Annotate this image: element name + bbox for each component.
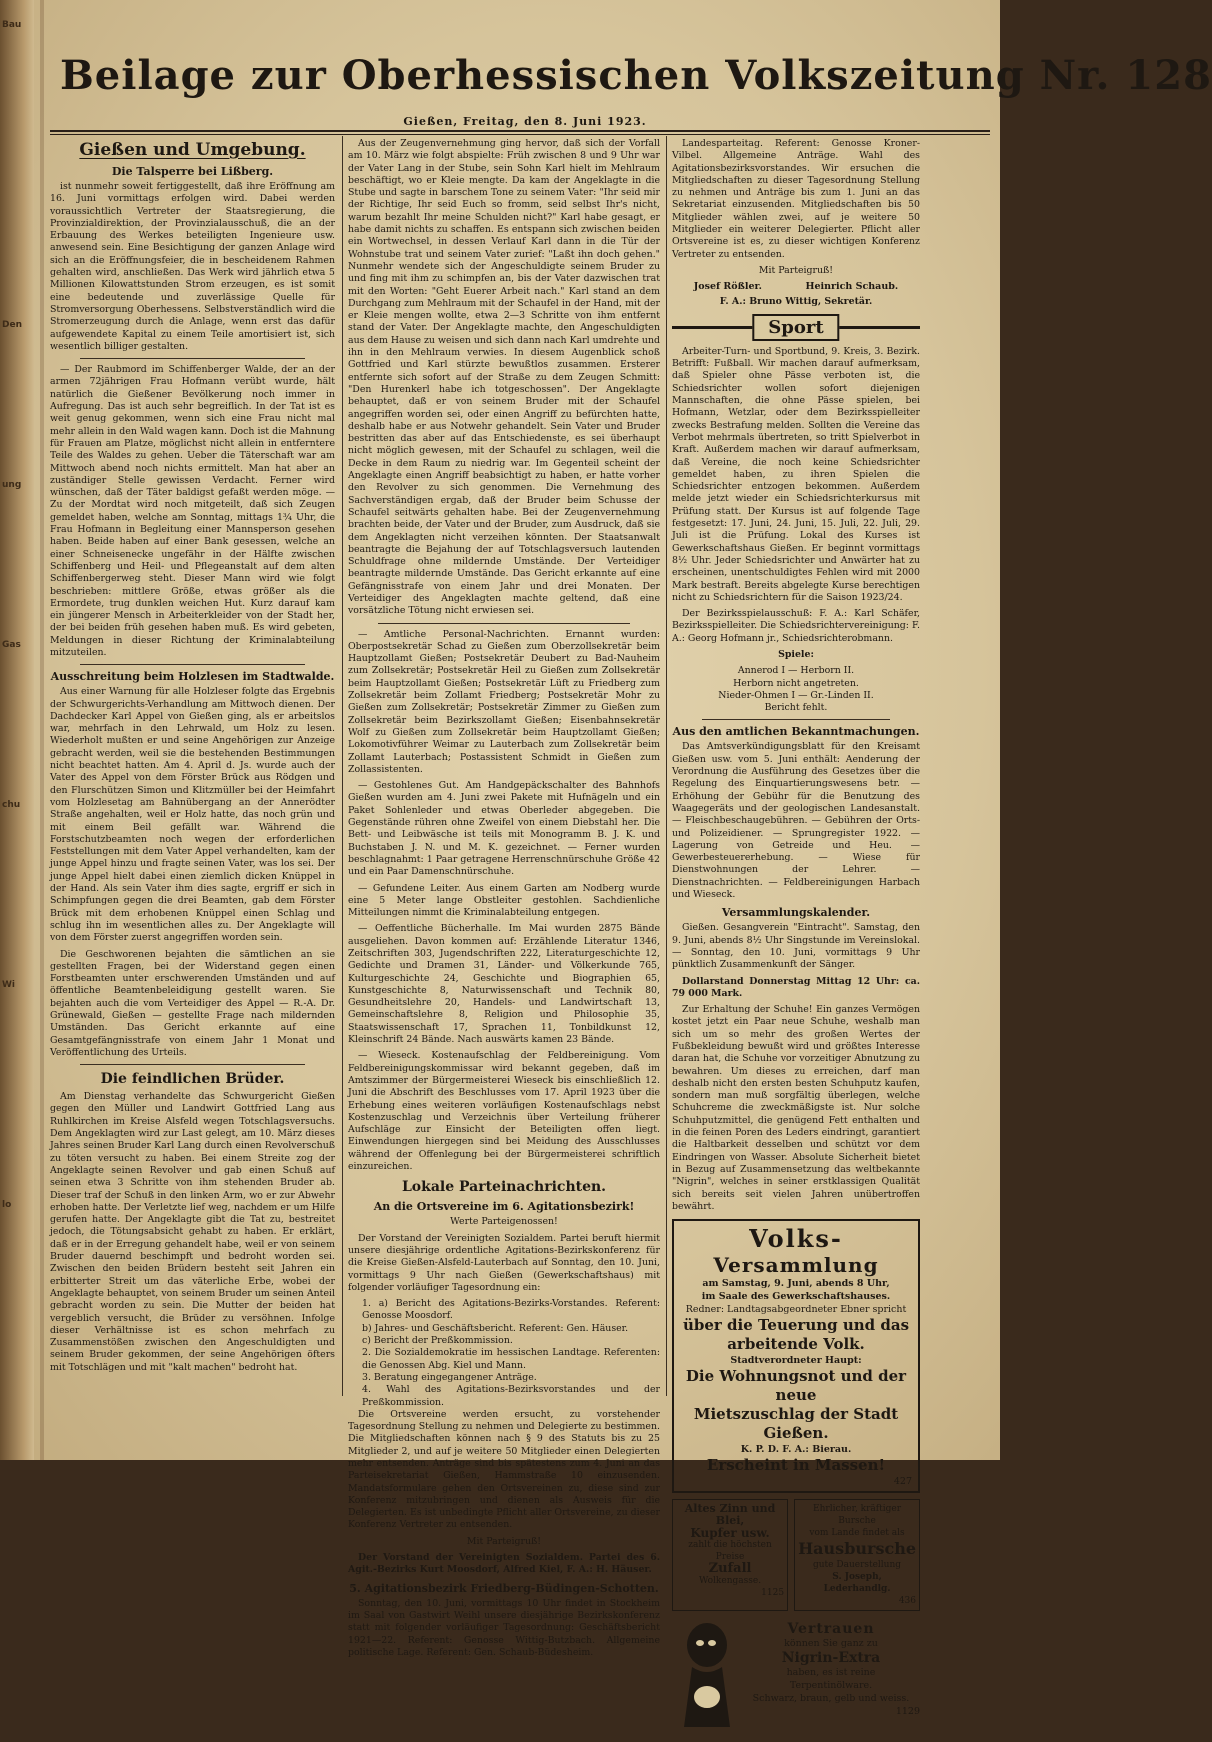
- ad-line: S. Joseph, Lederhandlg.: [823, 1572, 891, 1595]
- signature: Heinrich Schaub.: [805, 281, 899, 293]
- ad-line: Stadtverordneter Haupt:: [730, 1355, 862, 1367]
- ad-line: gute Dauerstellung: [813, 1560, 902, 1571]
- column-1: [50, 138, 335, 1400]
- spine-fragment: ung: [2, 480, 22, 490]
- column-3: [672, 138, 920, 1718]
- article-text: — Oeffentliche Bücherhalle. Im Mai wurden 2875 Bände ausgeliehen. Davon kommen auf: Erzählende Literatur 1346, Zeitschriften 303, Jugendschriften 222, Literaturgeschichte 12, Gedichte und Dramen 31, Länder- und Völkerkunde 765, Kulturgeschichte 24, Geschichte und Biographien 65, Kunstgeschichte 8, Naturwissenschaft und Technik 80, Gesundheitslehre 20, Handels- und Landwirtschaft 13, Gemeinschaftslehre 8, Religion und Philosophie 35, Staatswissenschaft 17, Sprachen 11, Tonbildkunst 12, Kleinschrift 24 Bände. Nach auswärts kamen 23 Bände.: [348, 923, 660, 1046]
- spine-fragment: Wi: [2, 980, 16, 990]
- page-edge-shadow: [40, 0, 44, 1460]
- ad-line: Redner: Landtagsabgeordneter Ebner spricht: [685, 1304, 907, 1316]
- ad-line: am Samstag, 9. Juni, abends 8 Uhr,: [702, 1278, 890, 1290]
- ad-number: 1129: [895, 1706, 920, 1718]
- section-title: Lokale Parteinachrichten.: [401, 1179, 607, 1196]
- agenda-item: 1. a) Bericht des Agitations-Bezirks-Vorstandes. Referent: Genosse Moosdorf.: [362, 1298, 660, 1322]
- article-text: Aus der Zeugenvernehmung ging hervor, daß sich der Vorfall am 10. März wie folgt abspielte: Früh zwischen 8 und 9 Uhr war der Vater Lang in der Stube, sein Sohn Karl hielt im Mehlraum beschäftigt, wo er Kleie mengte. Da kam der Angeklagte in die Stube und sagte in barschem Tone zu seinem Vater: "Ihr seid mir der Richtige, Ihr seid Euch so fromm, seid selbst Ihr's nicht, warum bezahlt Ihr meine Schulden nicht?" Karl habe gesagt, er habe damit nichts zu schaffen. Es entspann sich zwischen beiden ein Wortwechsel, in dessen Verlauf Karl dann in die Tür der Wohnstube trat und seinem Vater zurief: "Laßt ihn doch gehen." Nunmehr wendete sich der Angeschuldigte seinem Bruder zu und fing mit ihm zu schimpfen an, bis der Vater dazwischen trat mit den Worten: "Geht Euerer Arbeit nach." Karl stand an dem Durchgang zum Mehlraum mit der Schaufel in der Hand, mit der er Kleie mengen wollte, etwa 2—3 Schritte von ihm entfernt stand der Vater. Der Angeklagte machte, den Angeschuldigten aus dem Hause zu weisen und sich dann nach Karl umdrehte und ihn in den Mehlraum verwies. In diesem Augenblick schoß Gottfried und Karl stürzte bewußtlos zusammen. Ersterer entfernte sich sofort auf der Straße zu dem Zeugen Schmitt: "Den Hurenkerl habe ich totgeschossen". Der Angeklagte behauptet, daß er von seinem Bruder mit der Schaufel angegriffen worden sei, oder einen Angriff zu befürchten hatte, deshalb habe er aus Notwehr gehandelt. Sein Vater und Bruder bestritten das aber auf das Entschiedenste, es sei überhaupt nicht möglich gewesen, mit der Schaufel zu schlagen, weil die Decke in dem Raum zu niedrig war. Im Gegenteil scheint der Angeklagte einen Angriff beabsichtigt zu haben, er hatte vorher den Revolver zu sich genommen. Die Vernehmung des Sachverständigen ergab, daß der Bruder beim Schusse der Schaufel seitwärts gehalten habe. Bei der Zeugenvernehmung brachten beide, der Vater und der Bruder, zum Ausdruck, daß sie dem Angeklagten nicht verzeihen könnten. Der Staatsanwalt beantragte die Bejahung der auf Totschlagsversuch lautenden Schuldfrage ohne mildernde Umstände. Der Verteidiger beantragte mildernde Umstände. Das Gericht erkannte auf eine Gefängnisstrafe von einem Jahr und drei Monaten. Der Verteidiger des Angeklagten machte geltend, daß eine vorsätzliche Tötung nicht erwiesen sei.: [348, 138, 660, 617]
- ad-line: Kupfer usw.: [690, 1526, 770, 1541]
- article-text: Zur Erhaltung der Schuhe! Ein ganzes Vermögen kostet jetzt ein Paar neue Schuhe, weshalb man sich um so mehr des großen Wertes der Fußbekleidung bewußt wird und größtes Interesse daran hat, die Schuhe vor vorzeitiger Abnutzung zu bewahren. Um dieses zu erreichen, darf man deshalb nicht den ersten besten Schuhputz kaufen, sondern man muß sorgfältig überlegen, welche Schuhcreme die zweckmäßigste ist. Nur solche Schuhputzmittel, die genügend Fett enthalten und in die feinen Poren des Leders eindringt, garantiert die Haltbarkeit desselben und schützt vor dem Eindringen von Wasser. Absolute Sicherheit bietet in Bezug auf Zusammensetzung das weltbekannte "Nigrin", welches in seiner erstklassigen Qualität sich bereits seit vielen Jahren unübertroffen bewährt.: [672, 1004, 920, 1212]
- sport-title: Sport: [752, 314, 839, 341]
- nigrin-product: Nigrin-Extra: [781, 1650, 881, 1667]
- ad-line: zahlt die höchsten Preise: [688, 1540, 772, 1563]
- ad-line: K. P. D. F. A.: Bierau.: [740, 1444, 852, 1456]
- ad-topic: Erscheint in Massen!: [706, 1456, 886, 1475]
- games-list: [672, 665, 920, 714]
- party-greeting: Werte Parteigenossen!: [450, 1216, 558, 1228]
- ad-number: 436: [898, 1596, 916, 1607]
- article-title: Die Talsperre bei Lißberg.: [111, 165, 274, 178]
- party-subtitle: 5. Agitationsbezirk Friedberg-Büdingen-Schotten.: [349, 1581, 659, 1595]
- column-separator: [342, 136, 343, 1396]
- ad-topic: arbeitende Volk.: [727, 1335, 865, 1354]
- article-text: Landesparteitag. Referent: Genosse Kroner-Vilbel. Allgemeine Anträge. Wahl des Agitationsbezirksvorstandes. Wir ersuchen die Mitgliedschaften zu dieser Tagesordnung Stellung zu nehmen und Anträge bis zum 1. Juni an das Sekretariat einzusenden. Mitgliedschaften bis 50 Mitglieder wählen zwei, auf je weitere 50 Mitglieder ein weiterer Delegierter. Pflicht aller Ortsvereine ist es, zu dieser wichtigen Konferenz Vertreter zu entsenden.: [672, 138, 920, 260]
- closing: Mit Parteigruß!: [758, 264, 834, 276]
- ad-volksversammlung: [672, 1219, 920, 1493]
- section-title: Aus den amtlichen Bekanntmachungen.: [672, 725, 920, 739]
- signature: Josef Rößler.: [693, 281, 762, 293]
- party-signature: Der Vorstand der Vereinigten Sozialdem. Partei des 6. Agit.-Bezirks Kurt Moosdorf, Alfred Kiel, F. A.: H. Häuser.: [348, 1552, 660, 1576]
- ad-zinn: [672, 1499, 788, 1611]
- party-closing: Mit Parteigruß!: [466, 1535, 542, 1547]
- ad-line: Zufall: [708, 1561, 752, 1577]
- masthead-title: Beilage zur Oberhessischen Volkszeitung Nr. 128: [60, 52, 1212, 99]
- ad-line: Altes Zinn und Blei,: [684, 1502, 776, 1528]
- column-separator: [666, 136, 667, 1396]
- signature: F. A.: Bruno Wittig, Sekretär.: [719, 295, 873, 307]
- section-title: Gießen und Umgebung.: [79, 140, 306, 160]
- article-text: Am Dienstag verhandelte das Schwurgericht Gießen gegen den Müller und Landwirt Gottfried Lang aus Ruhlkirchen im Kreise Alsfeld wegen Totschlagsversuchs. Dem Angeklagten wird zur Last gelegt, am 10. März dieses Jahres seinen Bruder Karl Lang durch einen Revolverschuß zu töten versucht zu haben. Bei einem Streite zog der Angeklagte seinen Revolver und gab einen Schuß auf seinen etwa 3 Schritte von ihm stehenden Bruder ab. Dieser traf der Schuß in den linken Arm, wo er zur Abwehr erhoben hatte. Der Verletzte lief weg, nachdem er um Hilfe gerufen hatte. Der Angeklagte gibt die Tat zu, bestreitet jedoch, die Tötungsabsicht gehabt zu haben. Er erklärt, daß er in der Erregung gehandelt habe, weil er von seinem Bruder dauernd beschimpft und bedroht worden sei. Zwischen den beiden Brüdern besteht seit Jahren ein erbitterter Streit um das väterliche Erbe, wobei der Angeklagte behauptet, von seinem Bruder um seinen Anteil gebracht worden zu sein. Die Mutter der beiden hat vergeblich versucht, die Brüder zu versöhnen. Infolge dieser Verhältnisse ist es schon mehrfach zu Zusammenstößen zwischen den Angeschuldigten und seinem Bruder gekommen, der seine Angehörigen öfters mit Totschlägen und mit "kalt machen" bedroht hat.: [50, 1091, 335, 1373]
- signatures: [672, 281, 920, 293]
- nigrin-text: [742, 1621, 920, 1718]
- article-title: Ausschreitung beim Holzlesen im Stadtwalde.: [50, 670, 335, 684]
- ad-headline: Volks-: [749, 1224, 843, 1254]
- spine-fragment: chu: [2, 800, 21, 810]
- ad-topic: über die Teuerung und das: [682, 1316, 910, 1335]
- article-text: ist nunmehr soweit fertiggestellt, daß ihre Eröffnung am 16. Juni vormittags erfolgen wird. Dabei werden voraussichtlich Vertreter der Staatsregierung, die Provinzialdirektion, der Provinzialausschuß, die an der Erbauung des Werkes beteiligten Ingenieure usw. anwesend sein. Eine Besichtigung der ganzen Anlage wird sich an die Eröffnungsfeier, die in bescheidenem Rahmen gehalten wird, anschließen. Das Werk wird jährlich etwa 5 Millionen Kilowattstunden Strom erzeugen, es ist somit eine bedeutende und zuverlässige Quelle für Stromversorgung Oberhessens. Selbstverständlich wird die Stromerzeugung durch die Anlage, wenn erst das dafür aufgewendete Kapital zu einem Teile amortisiert ist, sich wesentlich billiger gestalten.: [50, 181, 335, 352]
- party-text: Die Ortsvereine werden ersucht, zu vorstehender Tagesordnung Stellung zu nehmen und Delegierte zu bestimmen. Die Mitgliedschaften können nach § 9 des Statuts bis zu 25 Mitglieder 2, und auf je weitere 50 Mitglieder einen Delegierten mehr entsenden. Anträge sind bis spätestens zum 4. Juni an das Parteisekretariat Gießen, Hammstraße 10 einzusenden. Mandatsformulare gehen den Ortsvereinen zu, diese sind zur Konferenz mitzubringen und dienen als Ausweis für die Delegierten. Es ist unbedingte Pflicht aller Ortsvereine, zu dieser Konferenz Vertreter zu entsenden.: [348, 1408, 660, 1531]
- ad-topic: Die Wohnungsnot und der neue: [685, 1367, 907, 1405]
- ad-line: vom Lande findet als: [809, 1528, 905, 1539]
- article-text: Gießen. Gesangverein "Eintracht". Samstag, den 9. Juni, abends 8½ Uhr Singstunde im Vereinslokal. — Sonntag, den 10. Juni, vormittags 9 Uhr pünktlich Zusammenkunft der Sänger.: [672, 922, 920, 971]
- divider: [378, 623, 630, 624]
- game-item: Annerod I — Herborn II.: [737, 665, 855, 677]
- ad-number: 1125: [761, 1588, 785, 1599]
- agenda-item: 2. Die Sozialdemokratie im hessischen Landtage. Referenten: die Genossen Abg. Kiel und Mann.: [362, 1347, 660, 1371]
- sport-header: [672, 314, 920, 340]
- ad-topic: Mietszuschlag der Stadt Gießen.: [693, 1405, 899, 1443]
- sport-bar: [826, 326, 920, 329]
- article-text: Aus einer Warnung für alle Holzleser folgte das Ergebnis der Schwurgerichts-Verhandlung am Mittwoch dienen. Der Dachdecker Karl Appel von Gießen ging, als er arbeitslos war, mehrfach in den Lehrwald, um Holz zu lesen. Wiederholt mußten er und seine Angehörigen zur Anzeige gebracht werden, weil sie die bestehenden Bestimmungen nicht beachtet hatten. Am 4. April d. Js. wurde auch der Vater des Appel von dem Förster Brück aus Rödgen und den Flurschützen Simon und Klitzmüller bei der Heimfahrt vom Holzlesetag am Bahnübergang an der Annerödter Straße angehalten, weil er Holz hatte, das noch grün und mit einem Beil gefällt war. Während die Forstschutzbeamten noch wegen der erforderlichen Feststellungen mit dem Vater Appel verhandelten, kam der junge Appel hinzu und fragte seinen Vater, was los sei. Der junge Appel hielt dabei einen ziemlich dicken Knüppel in der Hand. Als sein Vater ihm dies sagte, ergriff er sich in Schimpfungen gegen die drei Beamten, gab dem Förster Brück mit dem erhobenen Knüppel einen Schlag und schlug ihn im wesentlichen alles zu. Der Angeklagte will von dem Förster zuerst angegriffen worden sein.: [50, 686, 335, 944]
- spine-fragment: Den: [2, 320, 22, 330]
- article-text: — Wieseck. Kostenaufschlag der Feldbereinigung. Vom Feldbereinigungskommissar wird bekannt gegeben, daß im Amtszimmer der Bürgermeisterei Wieseck bis einschließlich 12. Juni die Abschrift des Beschlusses vom 17. April 1923 über die Erhebung eines weiteren vorläufigen Kostenaufschlags nebst Kostenzuschlag und Verzeichnis über Verteilung früherer Aufschläge zur Einsicht der Beteiligten offen liegt. Einwendungen hiergegen sind bei Meidung des Ausschlusses während der Offenlegung bei der Bürgermeisterei schriftlich einzureichen.: [348, 1050, 660, 1173]
- game-item: Bericht fehlt.: [764, 702, 828, 714]
- spine-fragment: Gas: [2, 640, 21, 650]
- nigrin-line: haben, es ist reine: [786, 1667, 876, 1679]
- party-text: Sonntag, den 10. Juni, vormittags 10 Uhr findet in Stockheim im Saal von Gastwirt Weihl unsere diesjährige Bezirkskonferenz statt mit folgender vorläufiger Tagesordnung: Geschäftsbericht 1921—22. Referent: Genosse Wittig-Butzbach. Allgemeine politische Lage. Referent: Gen. Schaub-Büdesheim.: [348, 1597, 660, 1658]
- divider: [80, 358, 305, 359]
- header-rule: [50, 130, 990, 132]
- ad-number: 427: [893, 1476, 912, 1488]
- article-text: — Gefundene Leiter. Aus einem Garten am Nodberg wurde eine 5 Meter lange Obstleiter gestohlen. Sachdienliche Mitteilungen nimmt die Kriminalabteilung entgegen.: [348, 882, 660, 919]
- ad-line: Wolkengasse.: [698, 1576, 762, 1587]
- article-text: Arbeiter-Turn- und Sportbund, 9. Kreis, 3. Bezirk. Betrifft: Fußball. Wir machen darauf aufmerksam, daß Spieler ohne Pässe verboten ist, die Schiedsrichter wollen sofort diejenigen Mannschaften, die ohne Pässe spielen, bei Hofmann, Wetzlar, oder dem Bezirksspielleiter zwecks Bestrafung melden. Sollten die Vereine das Verbot mehrmals übertreten, so tritt Spielverbot in Kraft. Außerdem machen wir darauf aufmerksam, daß Vereine, die noch keine Schiedsrichter gemeldet haben, zu ihren Spielen die Schiedsrichter entzogen bekommen. Außerdem melde jetzt wieder ein Schiedsrichterkursus mit Prüfung statt. Der Kursus ist auf folgende Tage festgesetzt: 17. Juni, 24. Juni, 15. Juli, 22. Juli, 29. Juli ist die Prüfung. Lokal des Kurses ist Gewerkschaftshaus Gießen. Er beginnt vormittags 8½ Uhr. Jeder Schiedsrichter und Anwärter hat zu erscheinen, unentschuldigtes Fehlen wird mit 2000 Mark bestraft. Bereits abgelegte Kurse berechtigen nicht zu Schiedsrichtern für die Saison 1923/24.: [672, 345, 920, 603]
- article-text: Das Amtsverkündigungsblatt für den Kreisamt Gießen usw. vom 5. Juni enthält: Aenderung der Verordnung die Ausführung des Gesetzes über die Regelung des Einquartierungswesens betr. — Erhöhung der Gebühr für die Benutzung des Waagegeräts und der geologischen Landesanstalt. — Fleischbeschaugebühren. — Gebühren der Orts- und Polizeidiener. — Sprungregister 1922. — Lagerung von Getreide und Heu. — Gewerbesteuererhebung. — Wiese für Dienstwohnungen der Lehrer. — Dienstnachrichten. — Feldbereinigungen Harbach und Wieseck.: [672, 741, 920, 901]
- game-item: Nieder-Ohmen I — Gr.-Linden II.: [718, 689, 874, 701]
- dollar-rate: Dollarstand Donnerstag Mittag 12 Uhr: ca. 79 000 Mark.: [672, 975, 920, 999]
- spine-fragment: Bau: [2, 20, 22, 30]
- party-text: Der Vorstand der Vereinigten Sozialdem. Partei beruft hiermit unsere diesjährige ordentliche Agitations-Bezirkskonferenz für die Kreise Gießen-Alsfeld-Lauterbach auf Sonntag, den 10. Juni, vormittags 9 Uhr nach Gießen (Gewerkschaftshaus) mit folgender vorläufiger Tagesordnung ein:: [348, 1232, 660, 1293]
- nigrin-line: können Sie ganz zu: [784, 1638, 878, 1650]
- article-text: — Der Raubmord im Schiffenberger Walde, der an der armen 72jährigen Frau Hofmann verübt wurde, hält natürlich die Gießener Bevölkerung noch immer in Aufregung. Das ist auch sehr begreiflich. In der Tat ist es weit genug gekommen, wenn sich eine Frau nicht mal mehr allein in den Wald wagen kann. Doch ist die Mahnung für Frauen am Platze, möglichst nicht allein in entferntere Teile des Waldes zu gehen. Ueber die Täterschaft war am Mittwoch abend noch nichts ermittelt. Man hat aber an zuständiger Stelle gewissen Verdacht. Ferner wird wünschen, daß der Täter baldigst gefaßt werden möge. — Zu der Mordtat wird noch mitgeteilt, daß sich Zeugen gemeldet haben, welche am Sonntag, mittags 1¾ Uhr, die Frau Hofmann in Begleitung einer Mannsperson gesehen haben. Beide haben auf einer Bank gesessen, welche an einer Schneisenecke ungefähr in der Hälfte zwischen Schiffenberg und Heil- und Pflegeanstalt auf dem alten Schiffenbergerweg steht. Dieser Mann wird wie folgt beschrieben: mittlere Größe, etwas größer als die Ermordete, trug dunklen weichen Hut. Kurz darauf kam ein jüngerer Mensch in Arbeiterkleider von der Stadt her, der bei beiden früh gesehen haben muß. Es wird gebeten, Meldungen in dieser Richtung der Kriminalabteilung mitzuteilen.: [50, 364, 335, 658]
- nigrin-line: Schwarz, braun, gelb und weiss.: [752, 1693, 910, 1705]
- agenda-item: 4. Wahl des Agitations-Bezirksvorstandes und der Preßkommission.: [362, 1384, 660, 1408]
- ad-hausbursche: [794, 1499, 920, 1611]
- game-item: Herborn nicht angetreten.: [733, 677, 859, 689]
- divider: [702, 719, 890, 720]
- header-rule-thin: [50, 134, 990, 135]
- ad-line: im Saale des Gewerkschaftshauses.: [701, 1291, 891, 1303]
- article-text: — Gestohlenes Gut. Am Handgepäckschalter des Bahnhofs Gießen wurden am 4. Juni zwei Pakete mit Hufnägeln und ein Paket Sohlenleder und etwas Oberleder abgegeben. Die Gegenstände rühren ohne Zweifel von einem Diebstahl her. Die Bett- und Leibwäsche ist teils mit Monogramm B. J. K. und Buchstaben J. N. und M. K. gezeichnet. — Ferner wurden beschlagnahmt: 1 Paar getragene Herrenschnürschuhe Größe 42 und ein Paar Damenschnürschuhe.: [348, 780, 660, 878]
- games-title: Spiele:: [778, 648, 814, 660]
- divider: [80, 664, 305, 665]
- nigrin-headline: Vertrauen: [787, 1621, 875, 1638]
- ad-line: Hausbursche: [798, 1539, 916, 1559]
- spine-fragment: lo: [2, 1200, 12, 1210]
- agenda-item: 3. Beratung eingegangener Anträge.: [362, 1371, 537, 1383]
- article-text: Die Geschworenen bejahten die sämtlichen an sie gestellten Fragen, bei der Widerstand gegen einen Forstbeamten unter erschwerenden Umständen und auf öffentliche Beamtenbeleidigung gestellt waren. Sie bejahten auch die vom Verteidiger des Appel — R.-A. Dr. Grünewald, Gießen — gestellte Frage nach mildernden Umständen. Das Gericht erkannte auf eine Gesamtgefängnisstrafe von einem Jahr 1 Monat und Veröffentlichung des Urteils.: [50, 948, 335, 1058]
- divider: [80, 1064, 305, 1065]
- nigrin-line: Terpentinölware.: [789, 1680, 873, 1692]
- dateline: Gießen, Freitag, den 8. Juni 1923.: [403, 115, 647, 128]
- ad-nigrin: [672, 1617, 920, 1742]
- ad-line: Ehrlicher, kräftiger Bursche: [813, 1504, 902, 1527]
- small-ads-row: [672, 1499, 920, 1611]
- agenda-item: c) Bericht der Preßkommission.: [362, 1335, 513, 1347]
- agenda-list: [348, 1298, 660, 1409]
- signature: Der Bezirksspielausschuß: F. A.: Karl Schäfer, Bezirksspielleiter. Die Schiedsrichtervereinigung: F. A.: Georg Hofmann jr., Schiedsrichterobmann.: [672, 608, 920, 644]
- section-title: Versammlungskalender.: [721, 906, 871, 920]
- party-subtitle: An die Ortsvereine im 6. Agitationsbezirk!: [373, 1200, 635, 1214]
- book-spine: [0, 0, 34, 1460]
- nigrin-figure-illustration: [672, 1617, 742, 1737]
- ad-headline: Versammlung: [713, 1253, 879, 1278]
- article-text: — Amtliche Personal-Nachrichten. Ernannt wurden: Oberpostsekretär Schad zu Gießen zum Oberzollsekretär beim Hauptzollamt Gießen; Postsekretär Deubert zu Bad-Nauheim zum Zollsekretär; Postsekretär Heil zu Gießen zum Zollsekretär beim Hauptzollamt Gießen; Postsekretär Lüft zu Friedberg zum Zollsekretär beim Zollamt Friedberg; Postsekretär Mohr zu Gießen zum Zollsekretär; Postsekretär Zimmer zu Gießen zum Zollsekretär beim Bezirkszollamt Gießen; Eisenbahnsekretär Wolf zu Gießen zum Zollsekretär beim Hauptzollamt Gießen; Lokomotivführer Weimar zu Lauterbach zum Zollsekretär beim Zollamt Lauterbach; Postassistent Schmidt in Gießen zum Zollassistenten.: [348, 628, 660, 775]
- article-title: Die feindlichen Brüder.: [100, 1071, 285, 1088]
- agenda-item: b) Jahres- und Geschäftsbericht. Referent: Gen. Häuser.: [362, 1322, 629, 1334]
- column-2: [348, 138, 660, 1658]
